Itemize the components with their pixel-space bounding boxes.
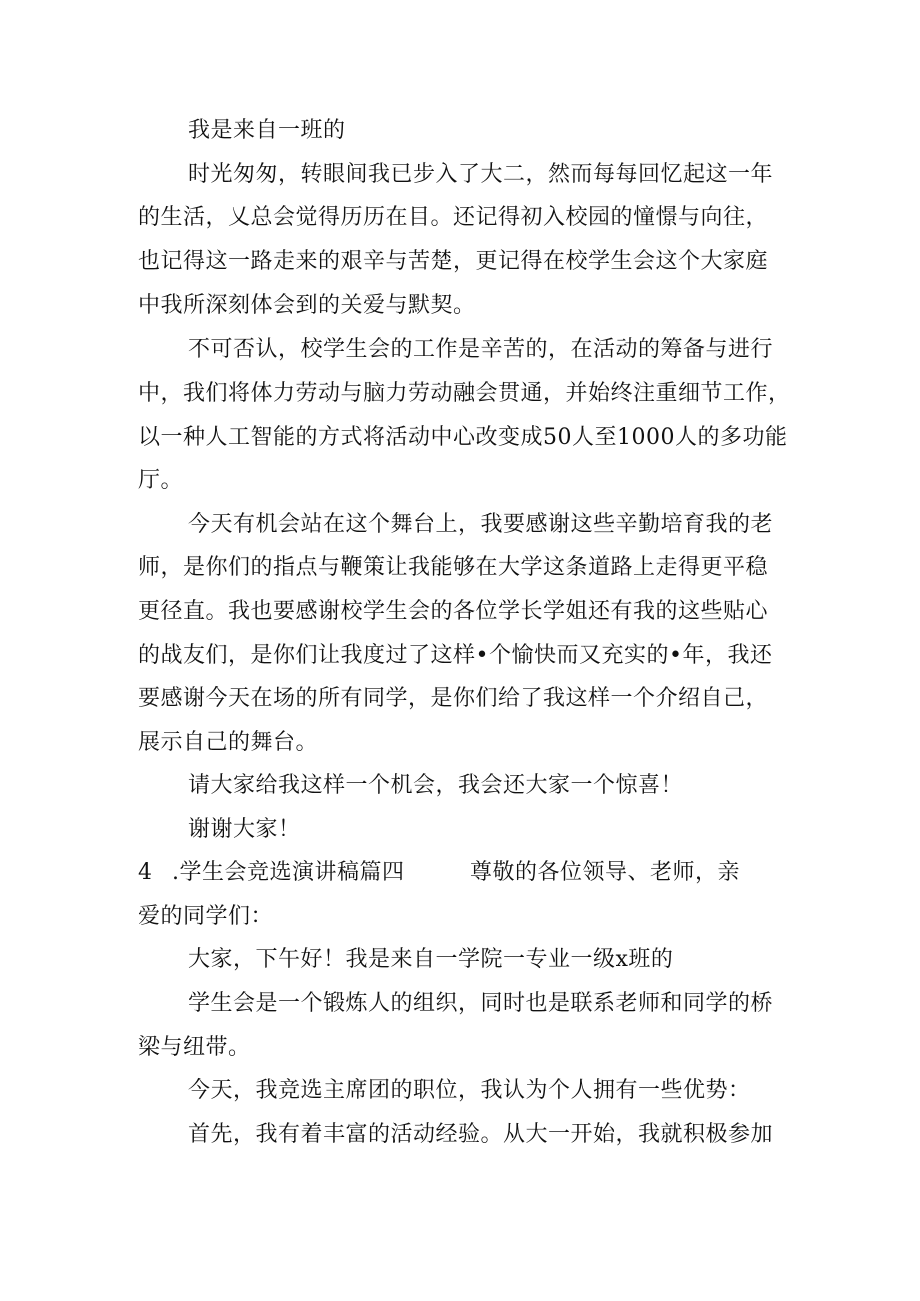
- paragraph-line: 请大家给我这样一个机会，我会还大家一个惊喜！: [188, 773, 684, 798]
- paragraph-line: 中我所深刻体会到的关爱与默契。: [138, 293, 476, 318]
- paragraph-line: 师，是你们的指点与鞭策让我能够在大学这条道路上走得更平稳: [138, 555, 769, 580]
- paragraph-line: 爱的同学们：: [138, 904, 274, 929]
- paragraph-line: 今天有机会站在这个舞台上，我要感谢这些辛勤培育我的老: [188, 512, 774, 537]
- paragraph-line: 要感谢今天在场的所有同学，是你们给了我这样一个介绍自己，: [138, 686, 769, 711]
- paragraph-line: 首先，我有着丰富的活动经验。从大一开始，我就积极参加: [188, 1122, 774, 1147]
- section-title: .学生会竞选演讲稿篇四: [172, 860, 405, 885]
- paragraph-line: 中，我们将体力劳动与脑力劳动融会贯通，并始终注重细节工作，: [138, 381, 791, 406]
- paragraph-line: 也记得这一路走来的艰辛与苦楚，更记得在校学生会这个大家庭: [138, 249, 769, 274]
- paragraph-line: 不可否认，校学生会的工作是辛苦的，在活动的筹备与进行: [188, 337, 774, 362]
- paragraph-line: 大家，下午好！我是来自一学院一专业一级x班的: [188, 947, 674, 972]
- salutation: 尊敬的各位领导、老师，亲: [470, 860, 741, 885]
- paragraph-line: 展示自己的舞台。: [138, 730, 319, 755]
- paragraph-line: 今天，我竞选主席团的职位，我认为个人拥有一些优势：: [188, 1078, 751, 1103]
- paragraph-line: 的生活，乂总会觉得历历在目。还记得初入校园的憧憬与向往，: [138, 205, 769, 230]
- paragraph-line: 谢谢大家！: [188, 817, 301, 842]
- paragraph-line: 更径直。我也要感谢校学生会的各位学长学姐还有我的这些贴心: [138, 599, 769, 624]
- paragraph-line: 梁与纽带。: [138, 1035, 251, 1060]
- paragraph-line: 时光匆匆，转眼间我已步入了大二，然而每每回忆起这一年: [188, 162, 774, 187]
- section-number: 4: [138, 860, 153, 885]
- paragraph-line: 以一种人工智能的方式将活动中心改变成50人至1000人的多功能: [138, 425, 788, 450]
- paragraph-line: 的战友们，是你们让我度过了这样•个愉快而又充实的•年，我还: [138, 643, 773, 668]
- paragraph-line: 我是来自一班的: [188, 118, 346, 143]
- paragraph-line: 学生会是一个锻炼人的组织，同时也是联系老师和同学的桥: [188, 991, 774, 1016]
- paragraph-line: 厅。: [138, 468, 184, 493]
